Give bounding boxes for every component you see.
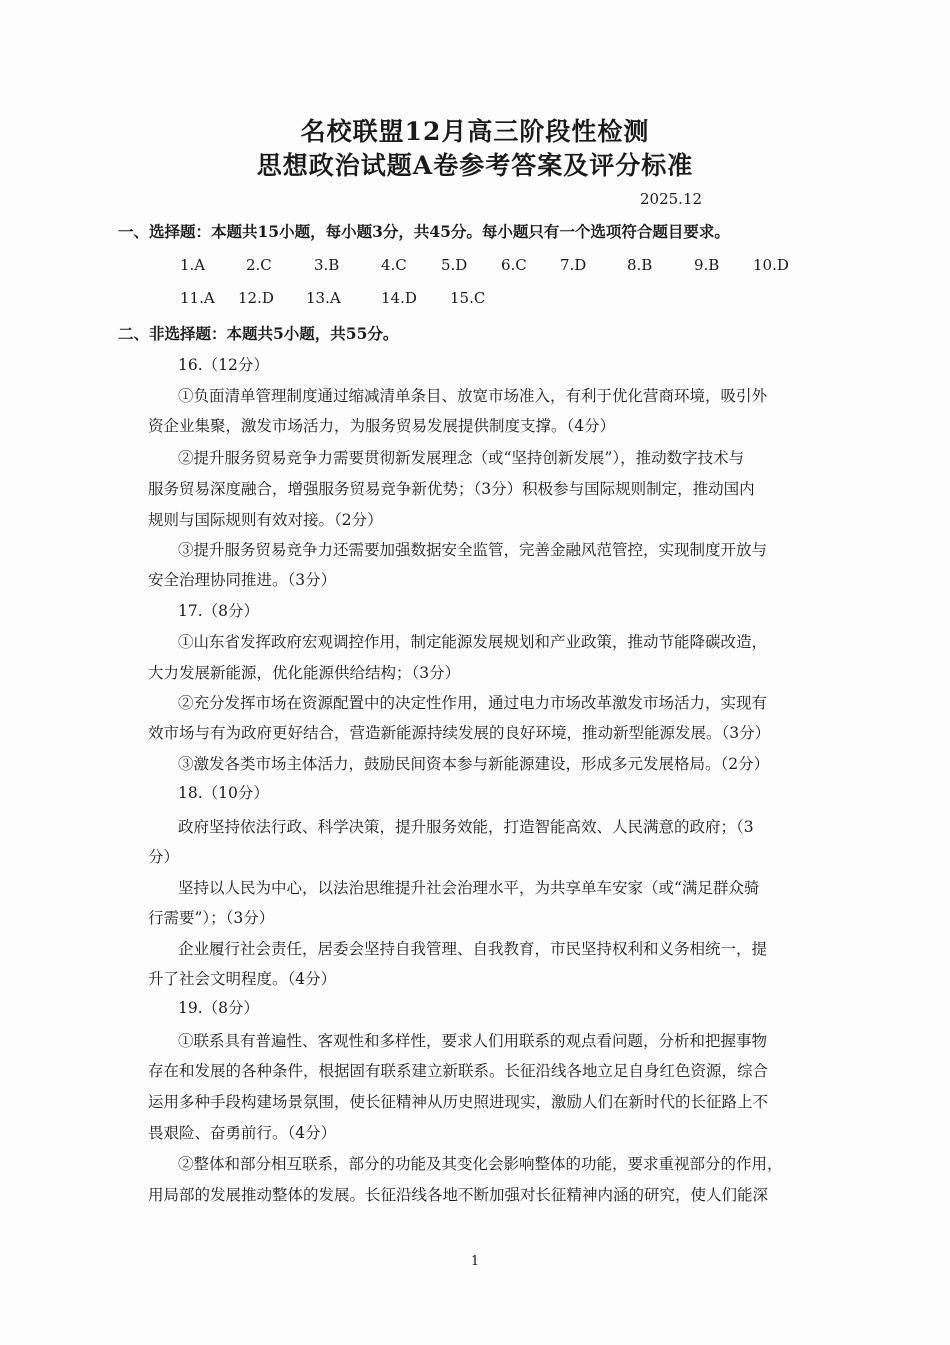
document-title: 名校联盟12月高三阶段性检测: [300, 117, 650, 146]
answer-item: 14.D: [381, 289, 417, 307]
answer-text-line: 分）: [148, 848, 180, 866]
answer-text-line: 升了社会文明程度。（4分）: [148, 970, 337, 988]
answer-text-line: 畏艰险、奋勇前行。（4分）: [148, 1124, 337, 1142]
answer-text-line: ③激发各类市场主体活力，鼓励民间资本参与新能源建设，形成多元发展格局。（2分）: [178, 755, 770, 773]
answer-text-line: ③提升服务贸易竞争力还需要加强数据安全监管，完善金融风范管控，实现制度开放与: [178, 541, 768, 559]
answer-text-line: 存在和发展的各种条件，根据固有联系建立新联系。长征沿线各地立足自身红色资源，综合: [148, 1062, 769, 1080]
answer-item: 12.D: [238, 289, 274, 307]
answer-item: 5.D: [441, 256, 468, 274]
answer-item: 9.B: [694, 256, 720, 274]
answer-text-line: 安全治理协同推进。（3分）: [148, 571, 337, 589]
answer-item: 3.B: [314, 256, 340, 274]
answer-text-line: 服务贸易深度融合，增强服务贸易竞争新优势；（3分）积极参与国际规则制定，推动国内: [148, 480, 755, 498]
question-heading: 19.（8分）: [178, 999, 260, 1017]
answer-text-line: 政府坚持依法行政、科学决策，提升服务效能，打造智能高效、人民满意的政府；（3: [178, 818, 754, 836]
answer-item: 1.A: [180, 256, 206, 274]
answer-text-line: 大力发展新能源，优化能源供给结构；（3分）: [148, 664, 461, 682]
answer-item: 10.D: [753, 256, 789, 274]
section-heading-choice: 一、选择题：本题共15小题，每小题3分，共45分。每小题只有一个选项符合题目要求。: [118, 222, 730, 241]
question-heading: 17.（8分）: [178, 602, 260, 620]
answer-text-line: ①负面清单管理制度通过缩减清单条目、放宽市场准入，有利于优化营商环境，吸引外: [178, 387, 768, 405]
answer-item: 7.D: [560, 256, 587, 274]
answer-text-line: 坚持以人民为中心，以法治思维提升社会治理水平，为共享单车安家（或“满足群众骑: [178, 879, 760, 897]
document-subtitle: 思想政治试题A卷参考答案及评分标准: [256, 151, 694, 180]
answer-item: 13.A: [306, 289, 341, 307]
document-date: 2025.12: [640, 190, 703, 208]
answer-item: 11.A: [180, 289, 215, 307]
question-heading: 16.（12分）: [178, 356, 269, 374]
answer-item: 8.B: [627, 256, 653, 274]
answer-text-line: ②提升服务贸易竞争力需要贯彻新发展理念（或“坚持创新发展”），推动数字技术与: [178, 449, 745, 467]
answer-text-line: 行需要”）；（3分）: [148, 909, 275, 927]
answer-text-line: 资企业集聚，激发市场活力，为服务贸易发展提供制度支撑。（4分）: [148, 417, 616, 435]
answer-text-line: ①联系具有普遍性、客观性和多样性，要求人们用联系的观点看问题，分析和把握事物: [178, 1032, 768, 1050]
answer-text-line: 用局部的发展推动整体的发展。长征沿线各地不断加强对长征精神内涵的研究，使人们能深: [148, 1186, 769, 1204]
answer-text-line: ①山东省发挥政府宏观调控作用，制定能源发展规划和产业政策，推动节能降碳改造，: [178, 633, 768, 651]
answer-text-line: 效市场与有为政府更好结合，营造新能源持续发展的良好环境，推动新型能源发展。（3分）: [148, 724, 771, 742]
section-heading-nonchoice: 二、非选择题：本题共5小题，共55分。: [118, 324, 399, 343]
answer-text-line: 规则与国际规则有效对接。（2分）: [148, 511, 383, 529]
answer-item: 4.C: [381, 256, 407, 274]
answer-text-line: 运用多种手段构建场景氛围，使长征精神从历史照进现实，激励人们在新时代的长征路上不: [148, 1093, 769, 1111]
page-number: 1: [470, 1254, 480, 1269]
answer-text-line: 企业履行社会责任，居委会坚持自我管理、自我教育，市民坚持权利和义务相统一，提: [178, 940, 768, 958]
answer-item: 2.C: [246, 256, 272, 274]
question-heading: 18.（10分）: [178, 784, 269, 802]
answer-text-line: ②整体和部分相互联系，部分的功能及其变化会影响整体的功能，要求重视部分的作用，: [178, 1155, 783, 1173]
answer-text-line: ②充分发挥市场在资源配置中的决定性作用，通过电力市场改革激发市场活力，实现有: [178, 694, 768, 712]
answer-item: 6.C: [501, 256, 527, 274]
answer-item: 15.C: [450, 289, 486, 307]
